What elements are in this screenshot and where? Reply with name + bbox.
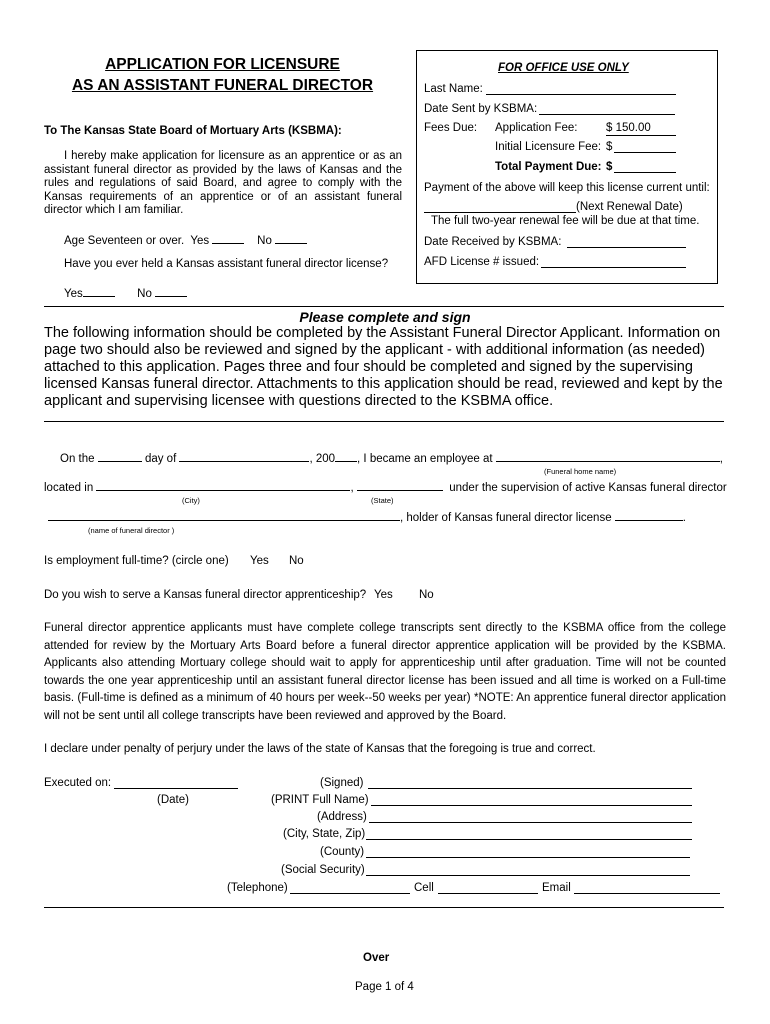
ssn-label: (Social Security) xyxy=(281,864,365,876)
state-field[interactable] xyxy=(357,479,443,491)
age-no-field[interactable] xyxy=(275,232,307,244)
period-label: . xyxy=(682,512,686,524)
divider-3 xyxy=(44,907,724,908)
county-label: (County) xyxy=(320,846,365,858)
director-name-caption: (name of funeral director ) xyxy=(88,526,175,535)
office-payment-note: Payment of the above will keep this license current until: xyxy=(424,182,710,194)
address-label: (Address) xyxy=(317,811,367,823)
office-initial-fee-dollar: $ xyxy=(606,141,613,153)
full-time-question-text: Is employment full-time? (circle one) xyxy=(44,555,229,567)
office-application-fee-label: Application Fee: xyxy=(495,122,578,134)
full-time-question xyxy=(44,555,229,567)
signed-label: (Signed) xyxy=(320,777,364,789)
instructions-paragraph: The following information should be completed by the Assistant Funeral Director Applicant. Information on page two should also be reviewed and signed by the applicant - with additional information (as needed) attached to this application. Pages three and four should be completed and signed by the supervising licensed Kansas funeral director. Attachments to this application should be read, reviewed and kept by the applicant and supervising licensee with questions directed to the KSBMA office. xyxy=(44,325,723,409)
funeral-director-name-field[interactable] xyxy=(48,509,400,521)
held-license-question: Have you ever held a Kansas assistant funeral director license? xyxy=(64,258,389,270)
under-supervision-label: under the supervision of active Kansas funeral director xyxy=(449,482,727,494)
office-last-name-field[interactable] xyxy=(486,83,676,95)
print-name-label: (PRINT Full Name) xyxy=(271,794,369,806)
office-application-fee-value: $ 150.00 xyxy=(606,122,676,136)
on-the-label: On the xyxy=(60,453,95,465)
held-license-no-field[interactable] xyxy=(155,285,187,297)
held-license-no-label: No xyxy=(137,288,152,300)
print-name-field[interactable] xyxy=(371,794,692,806)
cell-label: Cell xyxy=(414,882,434,894)
state-caption: (State) xyxy=(371,496,394,505)
became-employee-label: , I became an employee at xyxy=(357,453,493,465)
full-time-yes[interactable]: Yes xyxy=(250,555,269,567)
title-line-2: AS AN ASSISTANT FUNERAL DIRECTOR xyxy=(71,77,374,94)
office-date-received-label: Date Received by KSBMA: xyxy=(424,236,562,248)
employment-line-3 xyxy=(48,509,686,524)
office-last-name-label: Last Name: xyxy=(424,83,483,95)
age-yes-label: Yes xyxy=(190,235,210,247)
office-afd-license-field[interactable] xyxy=(541,256,686,268)
day-of-label: day of xyxy=(144,453,177,465)
notice-paragraph: Funeral director apprentice applicants must have complete college transcripts sent directly to the KSBMA office from the college attended for review by the Mortuary Arts Board before a funeral director apprentice application will be provided by the KSBMA. Applicants also attending Mortuary college should wait to apply for apprenticeship until after graduation. Time will not be counted towards the one year apprenticeship until an assistant funeral director license has been issued and all time is worked on a Full-time basis. (Full-time is defined as a minimum of 40 hours per week--50 weeks per year) *NOTE: An apprentice funeral director application will not be sent until all college transcripts have been reviewed and approved by the Board. xyxy=(44,622,726,722)
email-label: Email xyxy=(542,882,571,894)
office-next-renewal-field[interactable] xyxy=(424,201,576,213)
age-no-label: No xyxy=(257,235,272,247)
office-initial-fee-field[interactable] xyxy=(614,141,676,153)
office-renewal-fee-note: The full two-year renewal fee will be due at that time. xyxy=(431,215,700,227)
comma-label-2: , xyxy=(350,482,354,494)
holder-of-label: , holder of Kansas funeral director license xyxy=(400,512,612,524)
city-field[interactable] xyxy=(96,479,350,491)
addressee: To The Kansas State Board of Mortuary Arts (KSBMA): xyxy=(44,125,342,137)
apprenticeship-no[interactable]: No xyxy=(419,589,434,601)
divider-1 xyxy=(44,306,724,307)
office-fees-due-label: Fees Due: xyxy=(424,122,478,134)
office-date-received-field[interactable] xyxy=(567,236,686,248)
email-field[interactable] xyxy=(574,882,720,894)
employment-line-2 xyxy=(44,479,727,494)
age-question-text: Age Seventeen or over. xyxy=(64,235,185,247)
office-initial-fee-label: Initial Licensure Fee: xyxy=(495,141,602,153)
office-date-sent-field[interactable] xyxy=(539,103,675,115)
day-field[interactable] xyxy=(98,450,142,462)
page-number: Page 1 of 4 xyxy=(355,981,414,993)
full-time-no[interactable]: No xyxy=(289,555,304,567)
city-state-zip-field[interactable] xyxy=(366,828,692,840)
license-number-field[interactable] xyxy=(615,509,683,521)
office-total-label: Total Payment Due: xyxy=(495,161,602,173)
funeral-home-field[interactable] xyxy=(496,450,720,462)
please-complete-heading: Please complete and sign xyxy=(299,309,471,325)
month-field[interactable] xyxy=(179,450,309,462)
date-caption: (Date) xyxy=(157,794,189,806)
office-use-heading: FOR OFFICE USE ONLY xyxy=(498,62,629,74)
apprenticeship-question: Do you wish to serve a Kansas funeral director apprenticeship? xyxy=(44,589,367,601)
executed-on-field[interactable] xyxy=(114,777,238,789)
city-state-zip-label: (City, State, Zip) xyxy=(283,828,366,840)
county-field[interactable] xyxy=(366,846,690,858)
office-afd-license-label: AFD License # issued: xyxy=(424,256,540,268)
held-license-yes-label: Yes xyxy=(64,288,83,300)
telephone-field[interactable] xyxy=(290,882,410,894)
cell-field[interactable] xyxy=(438,882,538,894)
over-label: Over xyxy=(363,952,390,964)
year-prefix-label: , 200 xyxy=(309,453,336,465)
office-date-sent-label: Date Sent by KSBMA: xyxy=(424,103,538,115)
signed-field[interactable] xyxy=(368,777,692,789)
office-total-field[interactable] xyxy=(614,161,676,173)
intro-paragraph: I hereby make application for licensure as an apprentice or as an assistant funeral director as provided by the laws of Kansas and the rules and regulations of said Board, and agree to comply with the Kansas requirements of an apprentice or of an assistant funeral director which I am familiar. xyxy=(44,150,402,216)
located-in-label: located in xyxy=(44,482,94,494)
address-field[interactable] xyxy=(369,811,692,823)
divider-2 xyxy=(44,421,724,422)
title-line-1: APPLICATION FOR LICENSURE xyxy=(105,56,340,73)
employment-line-1 xyxy=(60,450,723,465)
city-caption: (City) xyxy=(182,496,200,505)
age-yes-field[interactable] xyxy=(212,232,244,244)
held-license-answers xyxy=(64,285,187,300)
funeral-home-caption: (Funeral home name) xyxy=(544,467,617,476)
office-next-renewal-label: (Next Renewal Date) xyxy=(576,201,683,213)
declaration: I declare under penalty of perjury under the laws of the state of Kansas that the foregoing is true and correct. xyxy=(44,743,596,755)
year-field[interactable] xyxy=(335,450,357,462)
comma-label: , xyxy=(719,453,723,465)
form-title xyxy=(0,54,445,96)
age-question xyxy=(64,232,307,247)
apprenticeship-yes[interactable]: Yes xyxy=(374,589,393,601)
held-license-yes-field[interactable] xyxy=(83,285,115,297)
office-total-dollar: $ xyxy=(606,161,613,173)
ssn-field[interactable] xyxy=(366,864,690,876)
executed-on-label: Executed on: xyxy=(44,777,112,789)
telephone-label: (Telephone) xyxy=(227,882,288,894)
